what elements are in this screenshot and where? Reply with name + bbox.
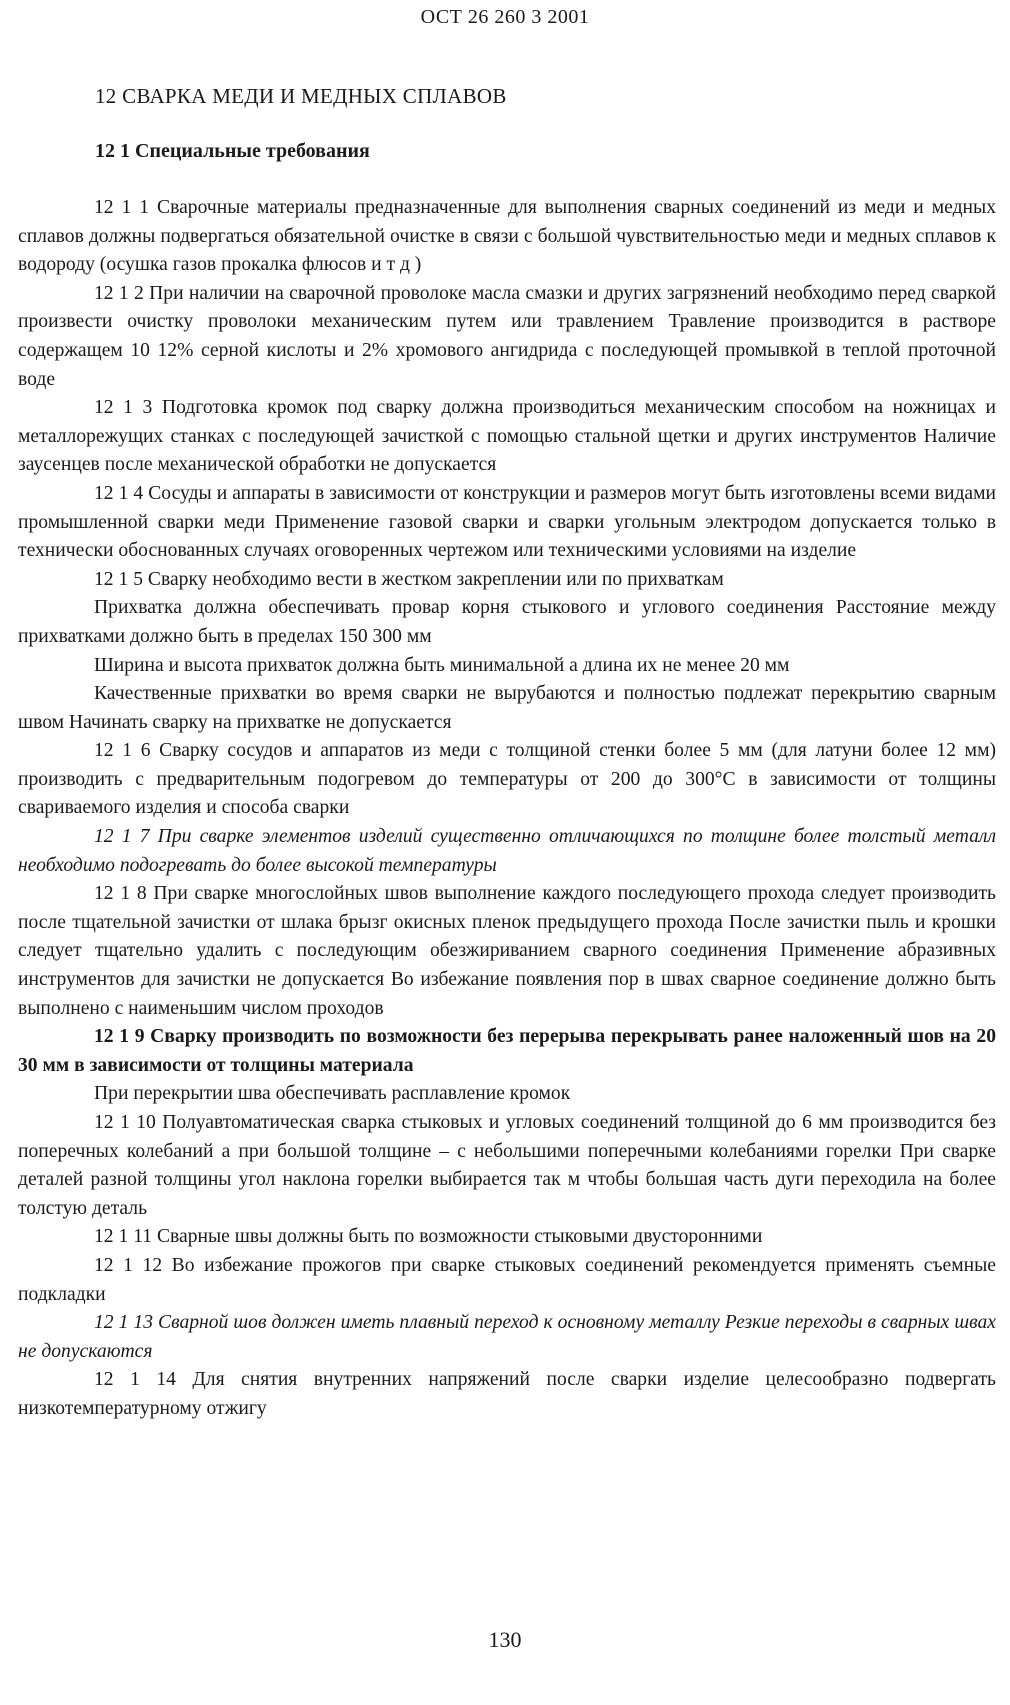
paragraph-12-1-8: 12 1 8 При сварке многослойных швов выполнение каждого последующего прохода следует производить после тщательной зачистки от шлака брызг окисных пленок предыдущего прохода После зачистки пыль и крошки следует тщательно удалить с последующим обезжириванием сварного соединения Применение абразивных инструментов для зачистки не допускается Во избежание появления пор в швах сварное соединение должно быть выполнено с наименьшим числом проходов	[18, 883, 996, 1019]
paragraph-tack-quality: Качественные прихватки во время сварки не вырубаются и полностью подлежат перекрытию сварным швом Начинать сварку на прихватке не допускается	[18, 683, 996, 733]
paragraph-12-1-11: 12 1 11 Сварные швы должны быть по возможности стыковыми двусторонними	[94, 1226, 763, 1248]
section-title: 12 СВАРКА МЕДИ И МЕДНЫХ СПЛАВОВ	[95, 84, 507, 108]
paragraph-12-1-7: 12 1 7 При сварке элементов изделий существенно отличающихся по толщине более толстый металл необходимо подогревать до более высокой температуры	[18, 826, 996, 876]
paragraph-12-1-13: 12 1 13 Сварной шов должен иметь плавный переход к основному металлу Резкие переходы в сварных швах не допускаются	[18, 1312, 996, 1362]
paragraph-12-1-14: 12 1 14 Для снятия внутренних напряжений после сварки изделие целесообразно подвергать низкотемпературному отжигу	[18, 1369, 996, 1419]
document-header: ОСТ 26 260 3 2001	[420, 6, 590, 28]
paragraph-12-1-9: 12 1 9 Сварку производить по возможности без перерыва перекрывать ранее наложенный шов на 20 30 мм в зависимости от толщины материала	[18, 1026, 996, 1076]
paragraph-tack-size: Ширина и высота прихваток должна быть минимальной а длина их не менее 20 мм	[94, 654, 790, 676]
subsection-title: 12 1 Специальные требования	[95, 140, 370, 162]
paragraph-12-1-1: 12 1 1 Сварочные материалы предназначенные для выполнения сварных соединений из меди и медных сплавов должны подвергаться обязательной очистке в связи с большой чувствительностью меди и медных сплавов к водороду (осушка газов прокалка флюсов и т д )	[18, 197, 996, 276]
page-number: 130	[488, 1627, 522, 1652]
paragraph-overlap: При перекрытии шва обеспечивать расплавление кромок	[94, 1083, 571, 1105]
paragraph-12-1-12: 12 1 12 Во избежание прожогов при сварке стыковых соединений рекомендуется применять съемные подкладки	[18, 1254, 996, 1305]
body-text	[18, 194, 996, 1424]
paragraph-12-1-10: 12 1 10 Полуавтоматическая сварка стыковых и угловых соединений толщиной до 6 мм производится без поперечных колебаний а при большой толщине – с небольшими поперечными колебаниями горелки При сварке деталей разной толщины угол наклона горелки выбирается так м чтобы большая часть дуги переходила на более толстую деталь	[18, 1112, 996, 1219]
paragraph-12-1-2: 12 1 2 При наличии на сварочной проволоке масла смазки и других загрязнений необходимо перед сваркой произвести очистку проволоки механическим путем или травлением Травление производится в растворе содержащем 10 12% серной кислоты и 2% хромового ангидрида с последующей промывкой в теплой проточной воде	[18, 282, 996, 390]
paragraph-12-1-5: 12 1 5 Сварку необходимо вести в жестком закреплении или по прихваткам	[94, 568, 724, 590]
paragraph-12-1-6: 12 1 6 Сварку сосудов и аппаратов из меди с толщиной стенки более 5 мм (для латуни более 12 мм) производить с предварительным подогревом до температуры от 200 до 300°С в зависимости от толщины свариваемого изделия и способа сварки	[18, 740, 996, 819]
paragraph-12-1-4: 12 1 4 Сосуды и аппараты в зависимости от конструкции и размеров могут быть изготовлены всеми видами промышленной сварки меди Применение газовой сварки и сварки угольным электродом допускается только в технически обоснованных случаях оговоренных чертежом или техническими условиями на изделие	[18, 482, 996, 562]
paragraph-tack-weld: Прихватка должна обеспечивать провар корня стыкового и углового соединения Расстояние между прихватками должно быть в пределах 150 300 мм	[18, 597, 996, 647]
paragraph-12-1-3: 12 1 3 Подготовка кромок под сварку должна производиться механическим способом на ножницах и металлорежущих станках с последующей зачисткой с помощью стальной щетки и других инструментов Наличие заусенцев после механической обработки не допускается	[18, 397, 996, 476]
